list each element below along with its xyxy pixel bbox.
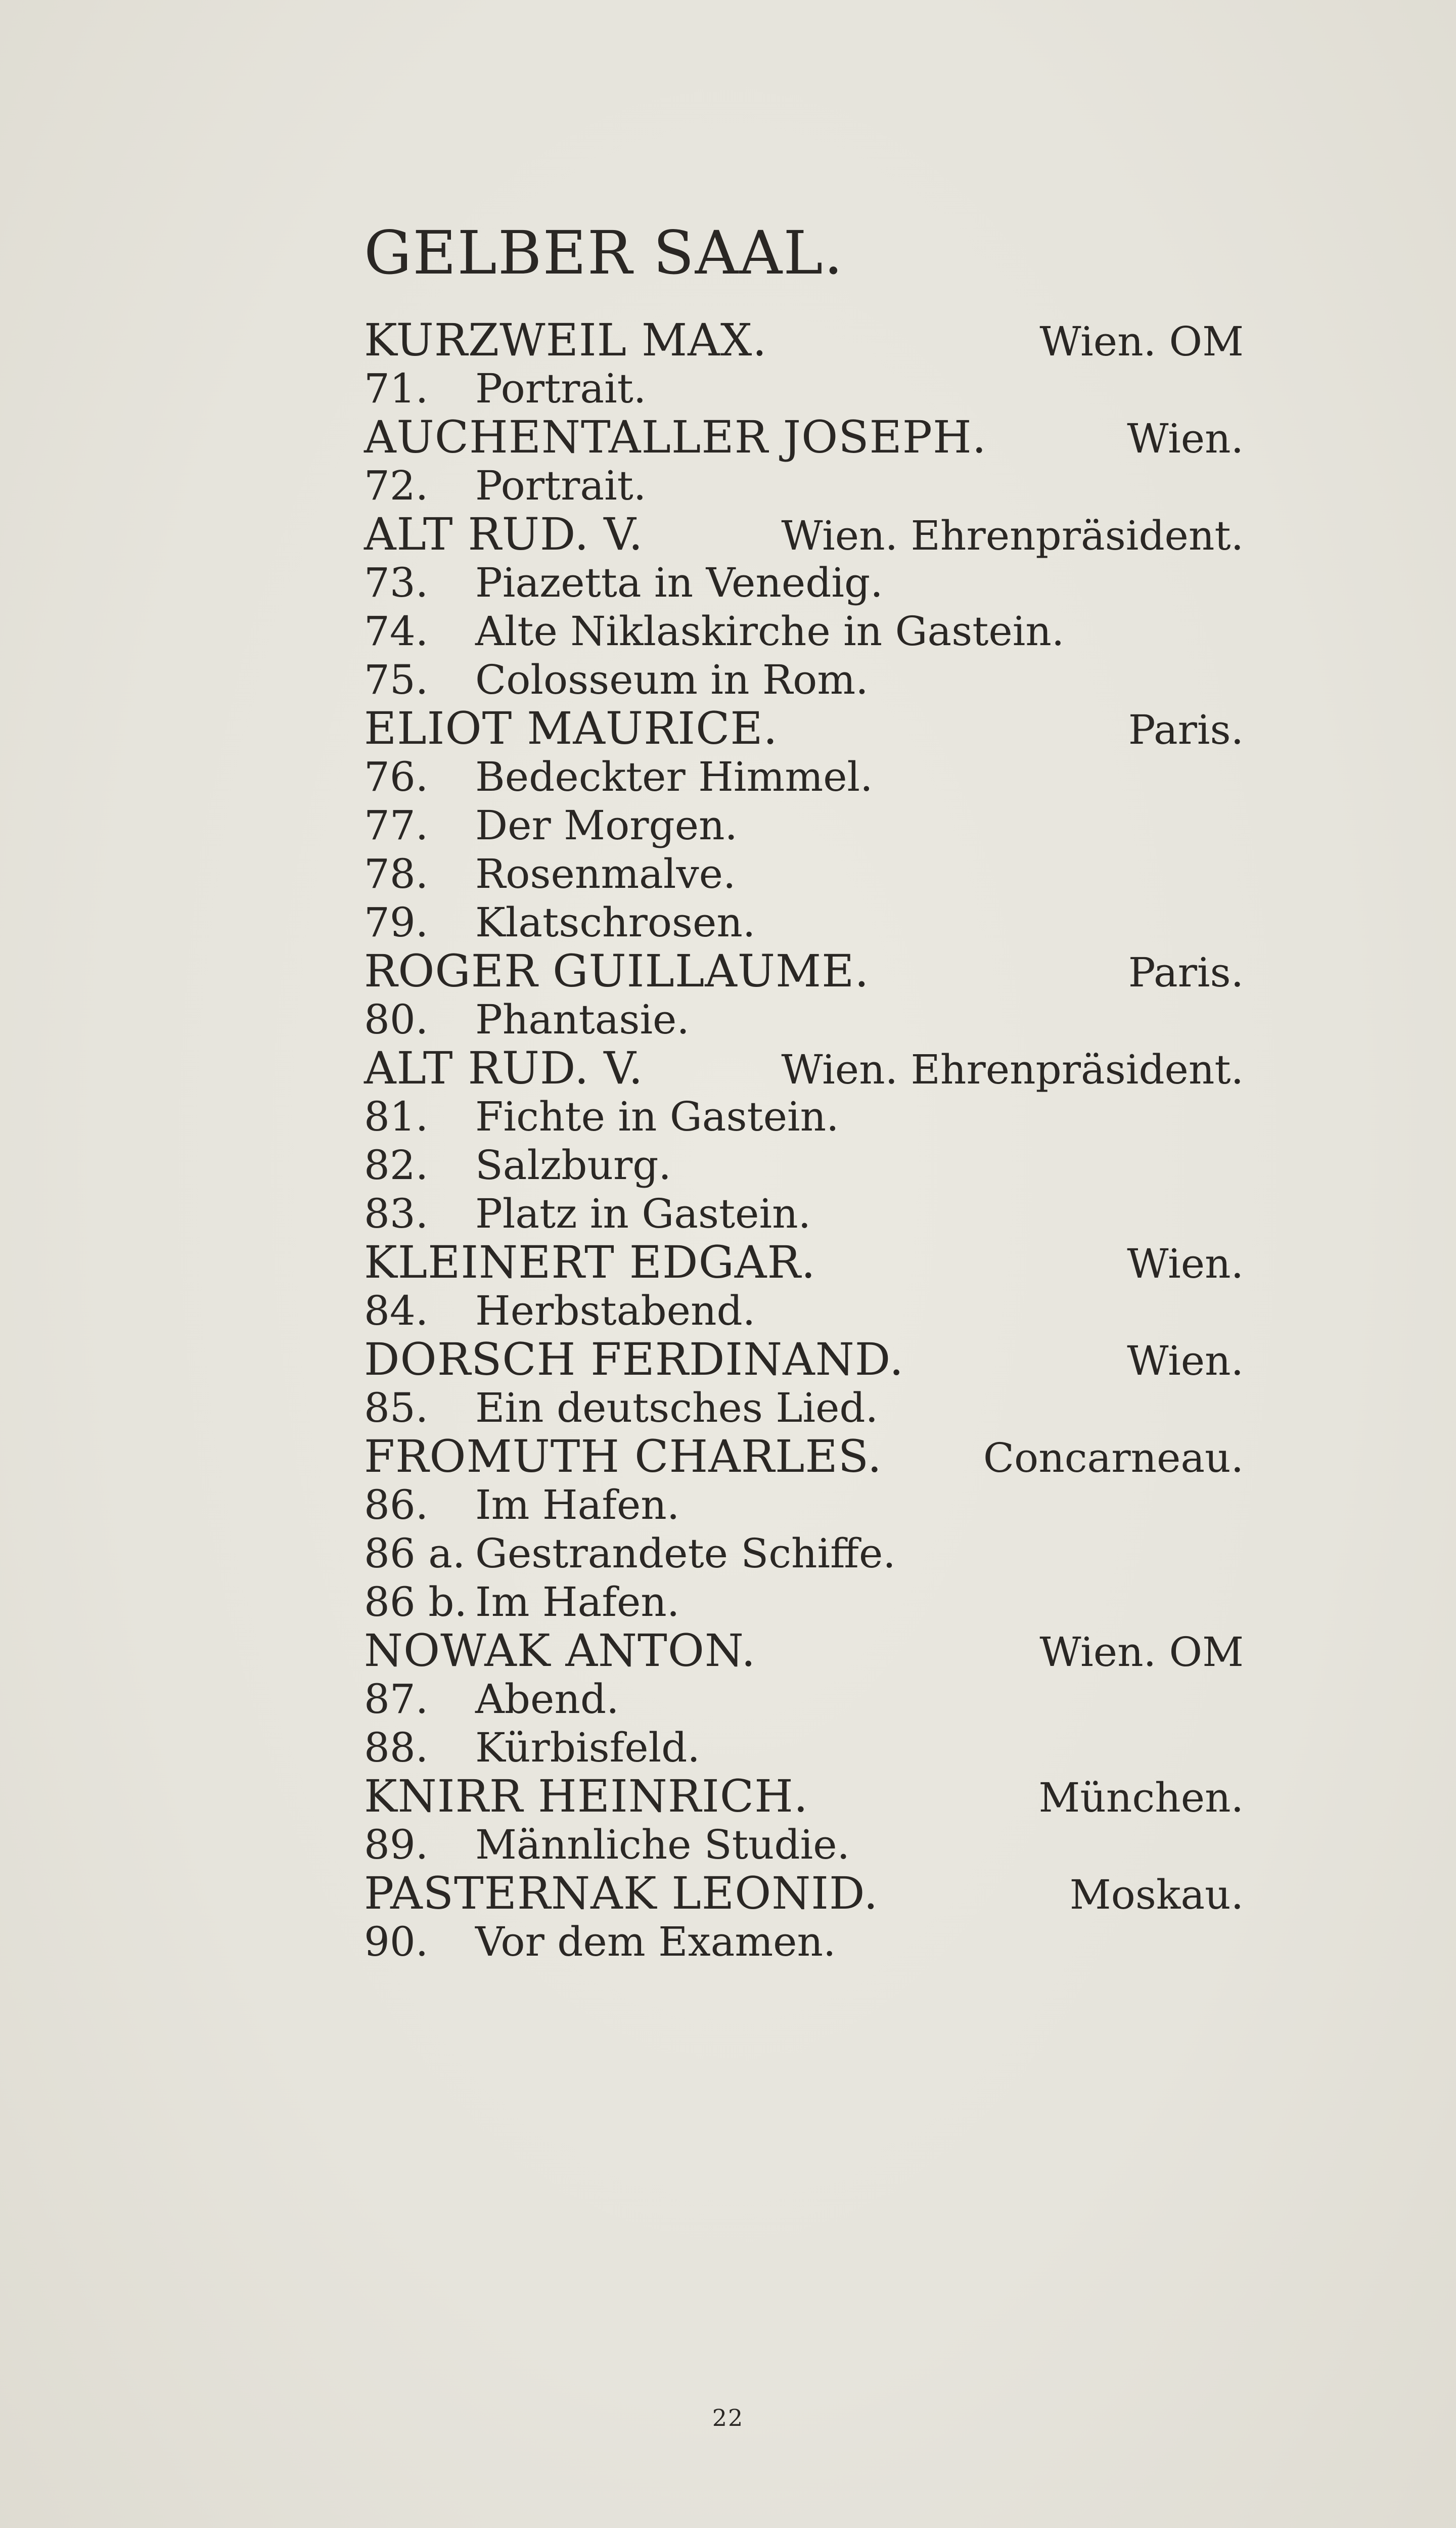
- artist-location: Paris.: [1128, 706, 1244, 753]
- work-number: 83.: [364, 1190, 429, 1237]
- artist-location: Wien. OM: [1039, 318, 1244, 365]
- artist-row: [364, 1335, 1244, 1384]
- work-number: 74.: [364, 608, 429, 655]
- artist-row: [364, 704, 1244, 753]
- work-number: 87.: [364, 1676, 429, 1723]
- artist-name: ALT RUD. V.: [364, 508, 644, 560]
- work-number: 81.: [364, 1093, 429, 1140]
- work-item: [364, 656, 1244, 704]
- work-item: [364, 1287, 1244, 1335]
- artist-row: [364, 1238, 1244, 1287]
- work-item: [364, 1141, 1244, 1190]
- work-title: Phantasie.: [475, 996, 690, 1043]
- artist-row: [364, 947, 1244, 996]
- work-item: [364, 996, 1244, 1044]
- work-number: 90.: [364, 1918, 429, 1965]
- work-title: Fichte in Gastein.: [475, 1093, 839, 1140]
- work-item: [364, 753, 1244, 801]
- artist-name: ELIOT MAURICE.: [364, 702, 778, 754]
- work-number: 76.: [364, 753, 429, 800]
- work-item: [364, 1724, 1244, 1772]
- work-number: 85.: [364, 1384, 429, 1431]
- page-number: 22: [712, 2404, 744, 2431]
- artist-name: FROMUTH CHARLES.: [364, 1430, 882, 1482]
- work-number: 78.: [364, 850, 429, 897]
- work-title: Kürbisfeld.: [475, 1724, 700, 1771]
- work-item: [364, 1384, 1244, 1432]
- work-number: 75.: [364, 656, 429, 703]
- work-number: 71.: [364, 365, 429, 412]
- work-item: [364, 1918, 1244, 1966]
- artist-name: KNIRR HEINRICH.: [364, 1770, 808, 1822]
- work-item: [364, 1675, 1244, 1724]
- work-title: Colosseum in Rom.: [475, 656, 869, 703]
- work-number: 80.: [364, 996, 429, 1043]
- entry-list: [364, 316, 1244, 1966]
- work-title: Klatschrosen.: [475, 899, 756, 946]
- artist-row: [364, 1772, 1244, 1821]
- work-number: 82.: [364, 1142, 429, 1189]
- artist-row: [364, 1432, 1244, 1481]
- artist-location: Wien.: [1127, 415, 1244, 462]
- work-title: Männliche Studie.: [475, 1821, 850, 1868]
- work-number: 86 a.: [364, 1530, 466, 1577]
- artist-name: PASTERNAK LEONID.: [364, 1867, 879, 1919]
- work-item: [364, 462, 1244, 510]
- artist-location: München.: [1038, 1774, 1244, 1821]
- work-number: 79.: [364, 899, 429, 946]
- catalog-content: [364, 217, 1244, 1966]
- work-title: Im Hafen.: [475, 1578, 680, 1626]
- artist-row: [364, 316, 1244, 365]
- work-number: 89.: [364, 1821, 429, 1868]
- artist-name: ALT RUD. V.: [364, 1042, 644, 1094]
- work-number: 72.: [364, 462, 429, 509]
- work-title: Im Hafen.: [475, 1481, 680, 1528]
- work-number: 86.: [364, 1481, 429, 1528]
- artist-location: Wien.: [1127, 1337, 1244, 1384]
- work-number: 73.: [364, 559, 429, 606]
- work-title: Vor dem Examen.: [475, 1918, 836, 1965]
- work-title: Platz in Gastein.: [475, 1190, 811, 1237]
- artist-name: ROGER GUILLAUME.: [364, 945, 870, 997]
- artist-row: [364, 1044, 1244, 1093]
- work-item: [364, 1529, 1244, 1578]
- section-title: GELBER SAAL.: [364, 218, 844, 288]
- work-item: [364, 801, 1244, 850]
- work-title: Gestrandete Schiffe.: [475, 1530, 896, 1577]
- work-item: [364, 1093, 1244, 1141]
- artist-location: Wien. Ehrenpräsident.: [781, 512, 1244, 559]
- artist-name: DORSCH FERDINAND.: [364, 1333, 904, 1385]
- work-title: Alte Niklaskirche in Gastein.: [475, 608, 1065, 655]
- artist-row: [364, 413, 1244, 462]
- work-item: [364, 850, 1244, 898]
- artist-name: NOWAK ANTON.: [364, 1624, 756, 1677]
- work-title: Portrait.: [475, 462, 647, 509]
- work-item: [364, 1481, 1244, 1529]
- artist-location: Wien.: [1127, 1240, 1244, 1287]
- work-number: 84.: [364, 1287, 429, 1334]
- work-item: [364, 1190, 1244, 1238]
- work-title: Rosenmalve.: [475, 850, 736, 897]
- work-title: Herbstabend.: [475, 1287, 756, 1334]
- artist-location: Moskau.: [1069, 1871, 1244, 1918]
- work-title: Bedeckter Himmel.: [475, 753, 873, 800]
- work-title: Salzburg.: [475, 1142, 671, 1189]
- work-title: Der Morgen.: [475, 802, 738, 849]
- artist-name: KLEINERT EDGAR.: [364, 1236, 816, 1288]
- artist-location: Paris.: [1128, 949, 1244, 996]
- artist-location: Concarneau.: [983, 1434, 1244, 1481]
- work-item: [364, 365, 1244, 413]
- work-item: [364, 1821, 1244, 1869]
- artist-location: Wien. OM: [1039, 1629, 1244, 1676]
- work-title: Ein deutsches Lied.: [475, 1384, 879, 1431]
- artist-location: Wien. Ehrenpräsident.: [781, 1046, 1244, 1093]
- artist-name: AUCHENTALLER JOSEPH.: [364, 411, 987, 463]
- artist-row: [364, 1869, 1244, 1918]
- artist-row: [364, 510, 1244, 559]
- work-item: [364, 559, 1244, 607]
- work-item: [364, 898, 1244, 947]
- work-item: [364, 607, 1244, 656]
- work-title: Portrait.: [475, 365, 647, 412]
- work-item: [364, 1578, 1244, 1627]
- artist-row: [364, 1624, 1244, 1677]
- work-title: Abend.: [475, 1676, 619, 1723]
- work-number: 88.: [364, 1724, 429, 1771]
- artist-name: KURZWEIL MAX.: [364, 314, 767, 366]
- work-title: Piazetta in Venedig.: [475, 559, 883, 606]
- work-number: 86 b.: [364, 1578, 467, 1626]
- work-number: 77.: [364, 802, 429, 849]
